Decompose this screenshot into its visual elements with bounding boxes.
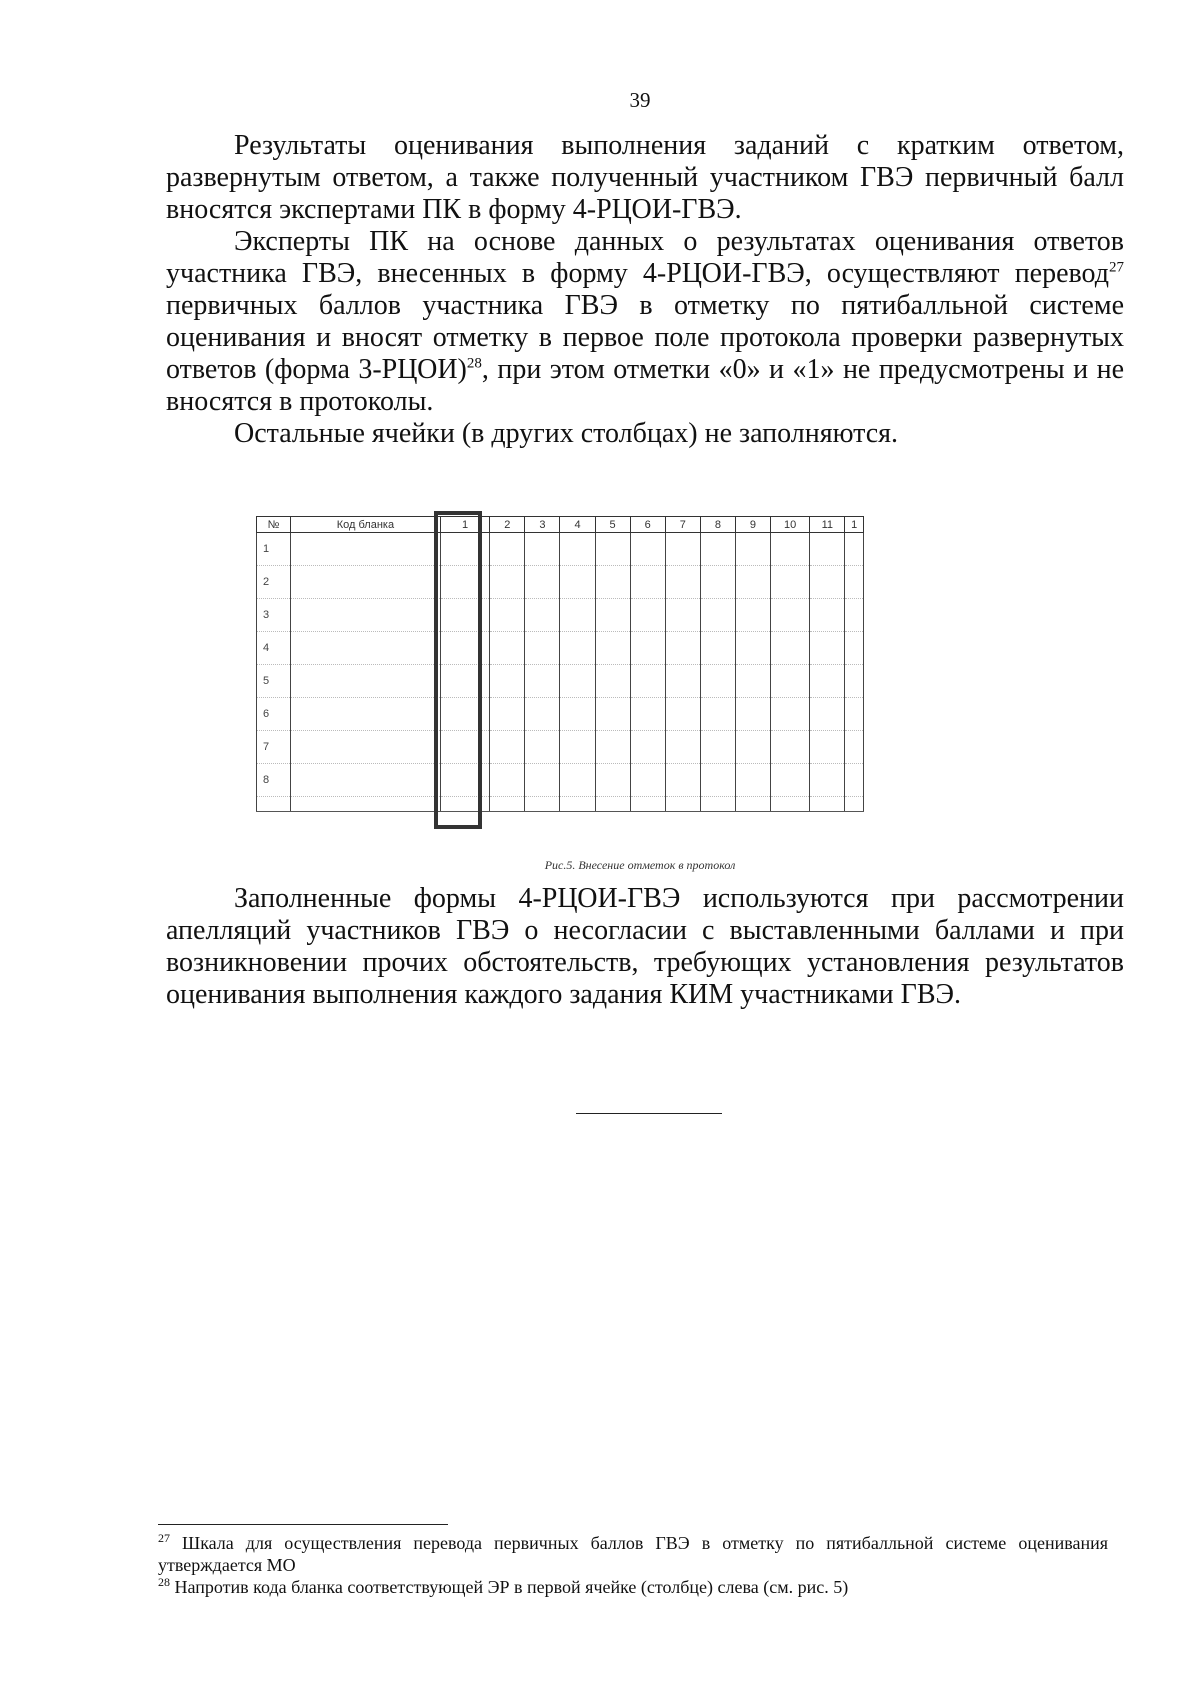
paragraph-3: Остальные ячейки (в других столбцах) не заполняются. <box>234 418 899 449</box>
row-number: 4 <box>257 632 291 665</box>
header-col-11: 11 <box>810 517 845 533</box>
table-cell <box>560 632 595 665</box>
footnote-27-number: 27 <box>158 1531 170 1545</box>
table-cell <box>845 566 864 599</box>
table-cell <box>771 599 810 632</box>
header-col-7: 7 <box>665 517 700 533</box>
table-cell <box>665 632 700 665</box>
table-cell <box>560 665 595 698</box>
table-row-empty <box>257 797 864 812</box>
table-cell <box>665 665 700 698</box>
table-cell <box>595 599 630 632</box>
table-cell <box>595 764 630 797</box>
table-cell <box>771 566 810 599</box>
footnotes <box>158 1532 1108 1598</box>
table-cell <box>595 698 630 731</box>
footnote-ref-27: 27 <box>1109 259 1124 276</box>
table-cell <box>700 566 735 599</box>
header-col-9: 9 <box>735 517 770 533</box>
table-cell <box>810 764 845 797</box>
footnote-27-text: Шкала для осуществления перевода первичных баллов ГВЭ в отметку по пятибалльной системе оценивания утверждается МО <box>158 1533 1109 1575</box>
table-row <box>257 698 864 731</box>
row-number: 7 <box>257 731 291 764</box>
table-row <box>257 632 864 665</box>
table-row <box>257 764 864 797</box>
table-cell <box>490 764 525 797</box>
paragraph-1: Результаты оценивания выполнения заданий с кратким ответом, развернутым ответом, а также полученный участником ГВЭ первичный балл вносятся экспертами ПК в форму 4-РЦОИ-ГВЭ. <box>166 130 1124 225</box>
table-cell <box>810 698 845 731</box>
table-cell <box>291 698 441 731</box>
paragraph-2 <box>166 226 1124 418</box>
figure-caption: Рис.5. Внесение отметок в протокол <box>544 858 736 872</box>
table-cell <box>771 764 810 797</box>
paragraph-4: Заполненные формы 4-РЦОИ-ГВЭ используются при рассмотрении апелляций участников ГВЭ о несогласии с выставленными баллами и при возникновении прочих обстоятельств, требующих установления результатов оценивания выполнения каждого задания КИМ участниками ГВЭ. <box>166 883 1124 1010</box>
header-col-1: 1 <box>440 517 490 533</box>
table-cell <box>490 566 525 599</box>
footnote-ref-28: 28 <box>466 355 482 372</box>
row-number: 1 <box>257 533 291 566</box>
table-cell <box>595 797 630 812</box>
table-row <box>257 533 864 566</box>
table-cell <box>771 632 810 665</box>
row-number: 3 <box>257 599 291 632</box>
table-cell <box>490 698 525 731</box>
table-cell <box>810 533 845 566</box>
header-col-10: 10 <box>771 517 810 533</box>
header-col-5: 5 <box>595 517 630 533</box>
table-cell <box>735 599 770 632</box>
table-cell <box>560 698 595 731</box>
paragraph-2-part-1: Эксперты ПК на основе данных о результатах оценивания ответов участника ГВЭ, внесенных в форму 4-РЦОИ-ГВЭ, осуществляют перевод <box>166 226 1124 289</box>
table-cell <box>771 665 810 698</box>
table-cell <box>735 764 770 797</box>
table-cell <box>490 665 525 698</box>
footnote-separator <box>158 1524 448 1525</box>
table-cell <box>845 731 864 764</box>
table-cell <box>845 764 864 797</box>
row-number: 5 <box>257 665 291 698</box>
footnote-28-number: 28 <box>158 1575 170 1589</box>
section-separator <box>576 1113 722 1114</box>
table-cell <box>845 698 864 731</box>
table-cell <box>700 665 735 698</box>
highlighted-first-column <box>434 511 482 829</box>
header-col-3: 3 <box>525 517 560 533</box>
table-cell <box>771 533 810 566</box>
table-cell <box>630 731 665 764</box>
table-cell <box>525 632 560 665</box>
table-cell <box>665 698 700 731</box>
table-row <box>257 599 864 632</box>
paragraph-2-part-2: первичных баллов участника ГВЭ в отметку по пятибалльной системе оценивания и вносят отметку в первое поле протокола проверки развернутых ответов (форма 3-РЦОИ) <box>166 290 1124 385</box>
table-cell <box>810 731 845 764</box>
table-cell <box>595 632 630 665</box>
table-cell <box>810 797 845 812</box>
table-cell <box>525 665 560 698</box>
body-text-bottom <box>166 883 1124 1011</box>
table-cell <box>845 533 864 566</box>
table-cell <box>665 533 700 566</box>
table-cell <box>845 797 864 812</box>
footnote-28 <box>158 1576 1108 1598</box>
table-cell <box>700 797 735 812</box>
table-cell <box>771 731 810 764</box>
table-cell <box>291 731 441 764</box>
table-cell <box>845 632 864 665</box>
table-header-row <box>257 517 864 533</box>
header-col-8: 8 <box>700 517 735 533</box>
header-col-6: 6 <box>630 517 665 533</box>
header-col-4: 4 <box>560 517 595 533</box>
table-cell <box>291 599 441 632</box>
table-cell <box>490 797 525 812</box>
table-row <box>257 566 864 599</box>
table-cell <box>630 797 665 812</box>
table-cell <box>700 764 735 797</box>
table-cell <box>560 764 595 797</box>
table-cell <box>810 566 845 599</box>
table-cell <box>845 665 864 698</box>
table-cell <box>630 665 665 698</box>
table-cell <box>700 632 735 665</box>
table-cell <box>490 632 525 665</box>
row-number: 6 <box>257 698 291 731</box>
footnote-27 <box>158 1532 1108 1576</box>
table-cell <box>560 566 595 599</box>
table-cell <box>560 797 595 812</box>
table-cell <box>630 698 665 731</box>
table-cell <box>525 764 560 797</box>
table-cell <box>490 599 525 632</box>
table-cell <box>630 764 665 797</box>
table-cell <box>771 698 810 731</box>
table-cell <box>560 731 595 764</box>
table-cell <box>595 665 630 698</box>
table-cell <box>845 599 864 632</box>
header-number: № <box>257 517 291 533</box>
paragraph-2-part-3: , при этом отметки «0» и «1» не предусмотрены и не вносятся в протоколы. <box>166 354 1124 417</box>
table-cell <box>735 698 770 731</box>
table-cell <box>560 599 595 632</box>
table-cell <box>595 566 630 599</box>
table-cell <box>525 797 560 812</box>
table-cell <box>291 665 441 698</box>
table-cell <box>810 632 845 665</box>
table-cell <box>700 731 735 764</box>
table-cell <box>291 632 441 665</box>
table-cell <box>525 698 560 731</box>
table-cell <box>700 599 735 632</box>
table-cell <box>525 731 560 764</box>
header-col-2: 2 <box>490 517 525 533</box>
table-cell <box>665 764 700 797</box>
table-cell <box>735 632 770 665</box>
table-cell <box>291 764 441 797</box>
table-cell <box>735 797 770 812</box>
protocol-form-figure <box>256 516 864 826</box>
table-cell <box>630 632 665 665</box>
table-cell <box>595 533 630 566</box>
table-row <box>257 665 864 698</box>
table-cell <box>665 731 700 764</box>
page-number: 39 <box>629 88 651 112</box>
table-cell <box>525 566 560 599</box>
table-cell <box>700 533 735 566</box>
protocol-table <box>256 516 864 812</box>
table-cell <box>291 797 441 812</box>
table-cell <box>630 566 665 599</box>
table-cell <box>735 566 770 599</box>
table-cell <box>810 599 845 632</box>
table-cell <box>665 566 700 599</box>
table-cell <box>630 599 665 632</box>
row-number: 2 <box>257 566 291 599</box>
table-cell <box>291 566 441 599</box>
table-cell <box>665 599 700 632</box>
table-row <box>257 731 864 764</box>
header-blank-code: Код бланка <box>291 517 441 533</box>
table-cell <box>525 533 560 566</box>
row-number: 8 <box>257 764 291 797</box>
footnote-28-text: Напротив кода бланка соответствующей ЭР в первой ячейке (столбце) слева (см. рис. 5) <box>174 1577 849 1597</box>
table-cell <box>595 731 630 764</box>
header-col-12: 1 <box>845 517 864 533</box>
table-cell <box>700 698 735 731</box>
table-cell <box>490 731 525 764</box>
table-cell <box>525 599 560 632</box>
table-cell <box>735 665 770 698</box>
body-text-top <box>166 130 1124 450</box>
table-cell <box>735 731 770 764</box>
table-cell <box>630 533 665 566</box>
table-cell <box>490 533 525 566</box>
table-cell <box>810 665 845 698</box>
table-cell <box>257 797 291 812</box>
table-cell <box>735 533 770 566</box>
table-cell <box>560 533 595 566</box>
table-cell <box>771 797 810 812</box>
table-cell <box>291 533 441 566</box>
table-cell <box>665 797 700 812</box>
